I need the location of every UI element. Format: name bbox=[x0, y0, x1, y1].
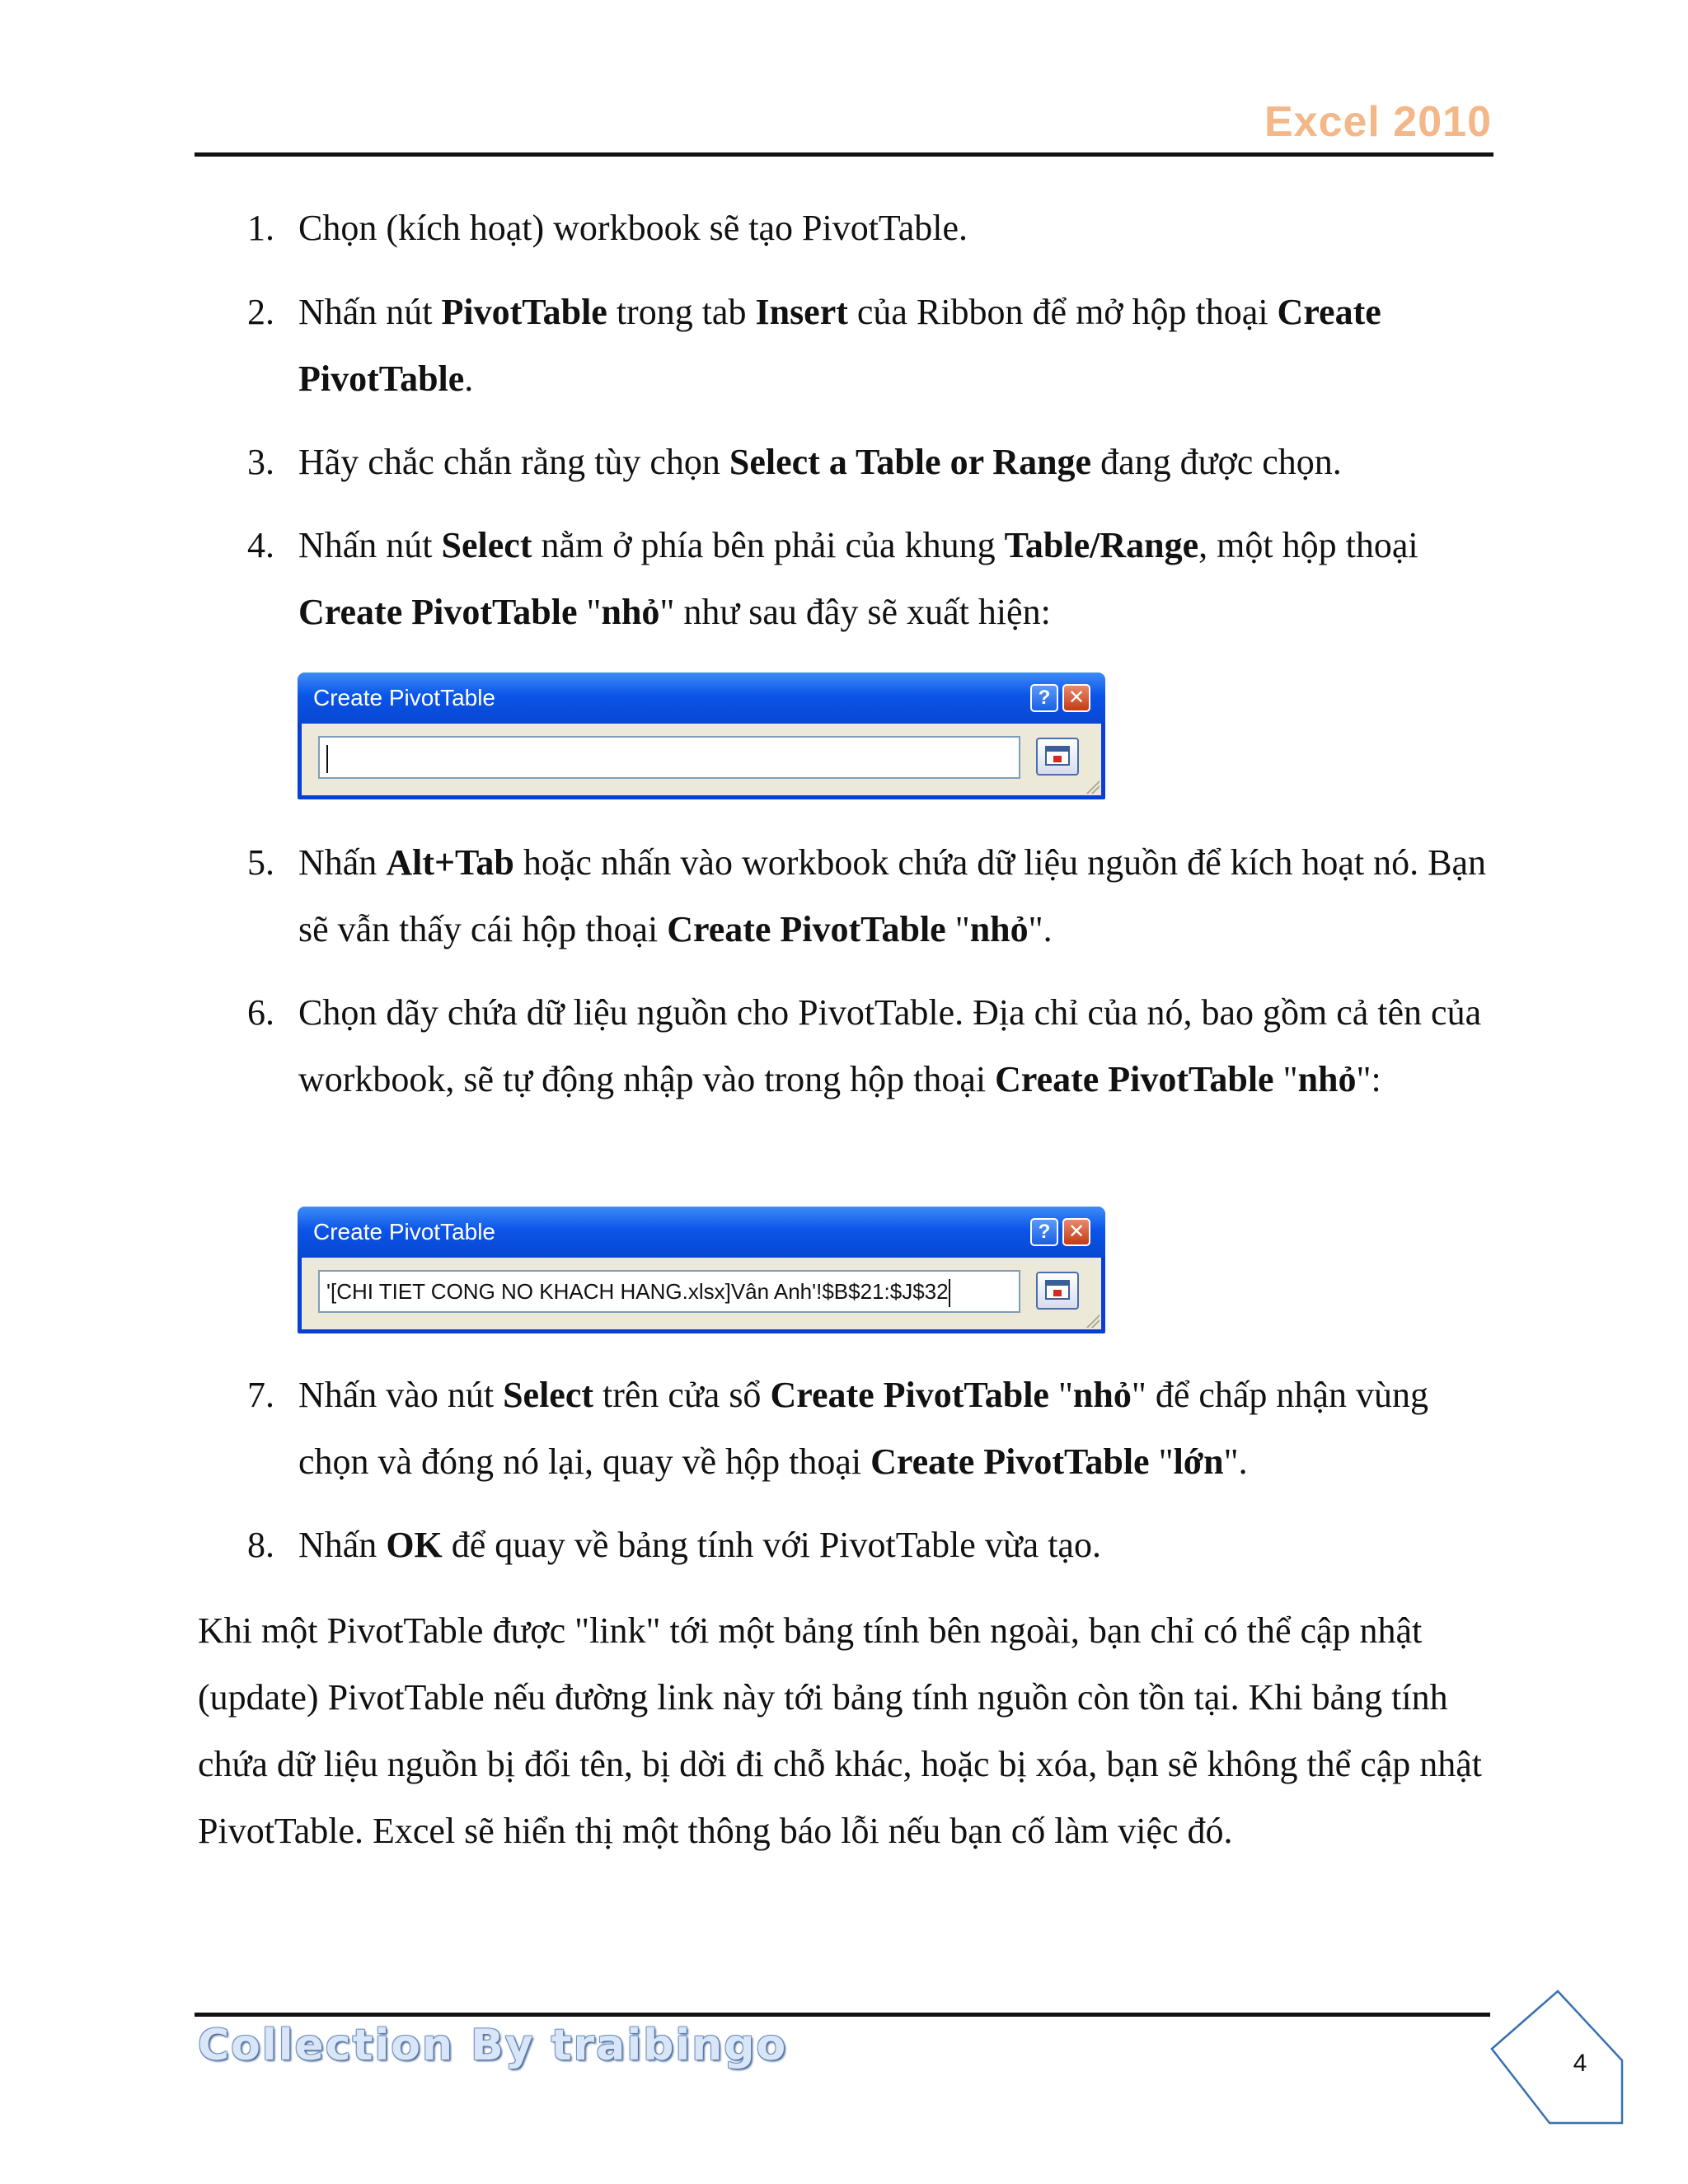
step-number: 7. bbox=[247, 1375, 274, 1415]
bold-term: nhỏ bbox=[1072, 1375, 1132, 1415]
step-4 bbox=[247, 512, 1500, 645]
footer-rule bbox=[195, 2013, 1490, 2017]
range-select-icon bbox=[1045, 746, 1070, 766]
range-input[interactable] bbox=[318, 736, 1020, 779]
close-button[interactable]: ✕ bbox=[1062, 1218, 1090, 1246]
step-text bbox=[298, 1511, 1500, 1578]
step-text bbox=[298, 512, 1500, 645]
bold-term: nhỏ bbox=[969, 909, 1029, 949]
range-select-icon bbox=[1045, 1280, 1070, 1300]
dialog-title: Create PivotTable bbox=[313, 685, 496, 710]
step-5 bbox=[247, 829, 1500, 963]
text-run: " bbox=[1273, 1059, 1298, 1099]
body-paragraph: Khi một PivotTable được "link" tới một bảng tính bên ngoài, bạn chỉ có thể cập nhật (update) PivotTable nếu đường link này tới bảng tính nguồn còn tồn tại. Khi bảng tính chứa dữ liệu nguồn bị đổi tên, bị dời đi chỗ khác, hoặc bị xóa, bạn sẽ không thể cập nhật PivotTable. Excel sẽ hiển thị một thông báo lỗi nếu bạn cố làm việc đó. bbox=[198, 1610, 1483, 1851]
dialog-body bbox=[302, 1258, 1101, 1329]
step-text bbox=[298, 429, 1500, 495]
text-run: " bbox=[1149, 1441, 1174, 1482]
text-run: " bbox=[1048, 1375, 1073, 1415]
help-button[interactable]: ? bbox=[1030, 684, 1058, 712]
step-text bbox=[298, 194, 1500, 261]
text-run: ". bbox=[1028, 909, 1053, 949]
close-button[interactable]: ✕ bbox=[1062, 684, 1090, 712]
text-run: " để chấp nhận vùng chọn và đóng nó lại, quay về hộp thoại bbox=[298, 1375, 1428, 1482]
header-title: Excel 2010 bbox=[1264, 98, 1492, 146]
text-run: " bbox=[945, 909, 970, 949]
step-number: 1. bbox=[247, 208, 274, 248]
step-3 bbox=[247, 429, 1500, 495]
page-number: 4 bbox=[1573, 2050, 1587, 2077]
bold-term: Select bbox=[441, 525, 532, 565]
dialog-body bbox=[302, 724, 1101, 795]
text-run: Chọn dãy chứa dữ liệu nguồn cho PivotTable. Địa chỉ của nó, bao gồm cả tên của workbook, sẽ tự động nhập vào trong hộp thoại bbox=[298, 992, 1482, 1099]
step-number: 8. bbox=[247, 1525, 274, 1565]
select-range-button[interactable] bbox=[1036, 1272, 1079, 1310]
range-input[interactable] bbox=[318, 1270, 1020, 1313]
bold-term: lớn bbox=[1173, 1441, 1224, 1482]
create-pivottable-dialog-filled bbox=[298, 1207, 1105, 1333]
step-text bbox=[298, 979, 1500, 1113]
step-number: 3. bbox=[247, 442, 274, 482]
bold-term: Insert bbox=[755, 292, 848, 332]
header-rule bbox=[195, 152, 1493, 157]
bold-term: Create PivotTable bbox=[298, 592, 578, 632]
text-run: Nhấn nút bbox=[298, 292, 442, 332]
text-run: . bbox=[464, 359, 474, 399]
step-number: 5. bbox=[247, 842, 274, 883]
text-run: Chọn (kích hoạt) workbook sẽ tạo PivotTable. bbox=[298, 208, 968, 248]
step-6 bbox=[247, 979, 1500, 1113]
bold-term: Create PivotTable bbox=[298, 292, 1381, 399]
step-8 bbox=[247, 1511, 1500, 1578]
text-run: trong tab bbox=[607, 292, 756, 332]
text-run: Hãy chắc chắn rằng tùy chọn bbox=[298, 442, 729, 482]
text-caret bbox=[949, 1279, 950, 1307]
help-button[interactable]: ? bbox=[1030, 1218, 1058, 1246]
dialog-titlebar[interactable] bbox=[298, 1207, 1105, 1258]
bold-term: Table/Range bbox=[1004, 525, 1199, 565]
step-text bbox=[298, 829, 1500, 963]
bold-term: nhỏ bbox=[601, 592, 660, 632]
bold-term: Alt+Tab bbox=[386, 842, 514, 883]
text-run: nằm ở phía bên phải của khung bbox=[532, 525, 1005, 565]
text-run: ": bbox=[1356, 1059, 1381, 1099]
text-caret bbox=[326, 745, 328, 773]
text-run: đang được chọn. bbox=[1091, 442, 1342, 482]
text-run: của Ribbon để mở hộp thoại bbox=[847, 292, 1278, 332]
text-run: , một hộp thoại bbox=[1198, 525, 1418, 565]
text-run: " như sau đây sẽ xuất hiện: bbox=[659, 592, 1051, 632]
resize-grip-icon[interactable] bbox=[1085, 779, 1100, 794]
step-number: 4. bbox=[247, 525, 274, 565]
select-range-button[interactable] bbox=[1036, 738, 1079, 776]
text-run: ". bbox=[1223, 1441, 1248, 1482]
text-run: Nhấn vào nút bbox=[298, 1375, 504, 1415]
range-value: '[CHI TIET CONG NO KHACH HANG.xlsx]Vân Anh'!$B$21:$J$32 bbox=[326, 1279, 949, 1304]
bold-term: Create PivotTable bbox=[770, 1375, 1049, 1415]
step-number: 6. bbox=[247, 992, 274, 1033]
step-2 bbox=[247, 279, 1500, 412]
step-7 bbox=[247, 1361, 1500, 1495]
bold-term: Create PivotTable bbox=[870, 1441, 1150, 1482]
bold-term: PivotTable bbox=[441, 292, 607, 332]
page-number-badge-icon bbox=[1484, 1985, 1632, 2133]
text-run: hoặc nhấn vào workbook chứa dữ liệu nguồn để kích hoạt nó. Bạn sẽ vẫn thấy cái hộp thoại bbox=[298, 842, 1487, 949]
step-text bbox=[298, 279, 1500, 412]
bold-term: Create PivotTable bbox=[995, 1059, 1274, 1099]
resize-grip-icon[interactable] bbox=[1085, 1313, 1100, 1328]
text-run: trên cửa sổ bbox=[593, 1375, 771, 1415]
bold-term: OK bbox=[386, 1525, 443, 1565]
step-number: 2. bbox=[247, 292, 274, 332]
dialog-title: Create PivotTable bbox=[313, 1219, 496, 1244]
text-run: Nhấn bbox=[298, 1525, 387, 1565]
text-run: Nhấn nút bbox=[298, 525, 442, 565]
footer-brand: Collection By traibingo bbox=[198, 2021, 788, 2070]
text-run: Nhấn bbox=[298, 842, 387, 883]
bold-term: Select bbox=[503, 1375, 593, 1415]
bold-term: nhỏ bbox=[1297, 1059, 1357, 1099]
step-text bbox=[298, 1361, 1500, 1495]
text-run: " bbox=[577, 592, 602, 632]
bold-term: Create PivotTable bbox=[667, 909, 946, 949]
bold-term: Select a Table or Range bbox=[729, 442, 1092, 482]
dialog-titlebar[interactable] bbox=[298, 673, 1105, 724]
create-pivottable-dialog-empty bbox=[298, 673, 1105, 799]
step-1 bbox=[247, 194, 1500, 261]
text-run: để quay về bảng tính với PivotTable vừa tạo. bbox=[442, 1525, 1101, 1565]
